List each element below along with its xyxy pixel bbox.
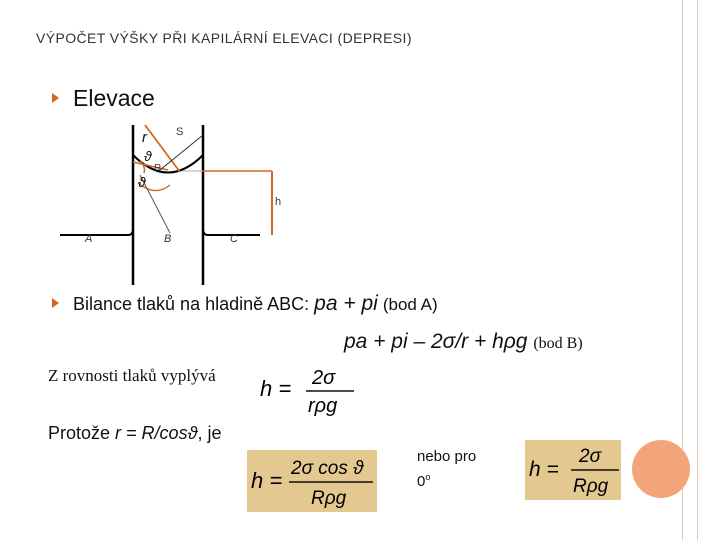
bottom-border xyxy=(0,534,720,540)
label-C: C xyxy=(230,233,238,245)
because-line xyxy=(48,423,221,444)
nebo-line-1: nebo pro xyxy=(417,448,477,465)
pressure-balance-text: Bilance tlaků na hladině ABC: xyxy=(73,294,310,314)
pressure-balance-line xyxy=(73,292,438,316)
slide-title: VÝPOČET VÝŠKY PŘI KAPILÁRNÍ ELEVACI (DEPRESI) xyxy=(36,30,412,46)
label-s: S xyxy=(176,126,184,138)
formula-h-2sigma-Rrhog xyxy=(525,440,621,500)
label-h: h xyxy=(275,196,282,208)
because-prefix: Protože xyxy=(48,423,116,443)
point-b-label: (bod B) xyxy=(533,335,583,352)
svg-text:Rρg: Rρg xyxy=(311,488,347,509)
svg-text:Rρg: Rρg xyxy=(573,476,609,497)
capillary-diagram xyxy=(60,115,320,290)
bullet-icon xyxy=(52,298,59,308)
label-theta-2: ϑ xyxy=(138,174,146,190)
label-R: R xyxy=(154,163,162,174)
svg-text:rρg: rρg xyxy=(308,395,338,417)
svg-text:2σ: 2σ xyxy=(579,446,602,467)
label-theta-1: ϑ xyxy=(144,148,152,164)
bullet-icon xyxy=(52,93,59,103)
svg-text:h =: h = xyxy=(260,376,292,401)
equality-text: Z rovnosti tlaků vyplývá xyxy=(48,366,216,385)
nebo-pro-note xyxy=(417,446,497,492)
label-B: B xyxy=(164,233,172,245)
formula-h-2sigma-rrhog xyxy=(258,362,358,418)
formula-h-cos xyxy=(247,450,377,512)
nebo-line-2: 0$^o$ xyxy=(417,472,431,490)
svg-text:h =: h = xyxy=(529,458,559,481)
pressure-balance-math: pa + pi xyxy=(314,292,378,315)
svg-text:h =: h = xyxy=(251,468,283,493)
top-border xyxy=(0,0,720,6)
label-r: r xyxy=(142,129,147,146)
pressure-balance-b xyxy=(344,330,583,354)
point-a-label: (bod A) xyxy=(382,295,438,314)
pressure-balance-b-math: pa + pi – 2σ/r + hρg xyxy=(344,330,528,353)
because-math: r = R/cosϑ xyxy=(115,423,198,443)
svg-text:2σ cos ϑ: 2σ cos ϑ xyxy=(291,458,364,479)
because-suffix: , je xyxy=(197,423,222,443)
heading-elevace: Elevace xyxy=(73,85,155,111)
svg-text:2σ: 2σ xyxy=(312,367,336,389)
label-A: A xyxy=(85,233,93,245)
decorative-circle xyxy=(632,440,690,498)
